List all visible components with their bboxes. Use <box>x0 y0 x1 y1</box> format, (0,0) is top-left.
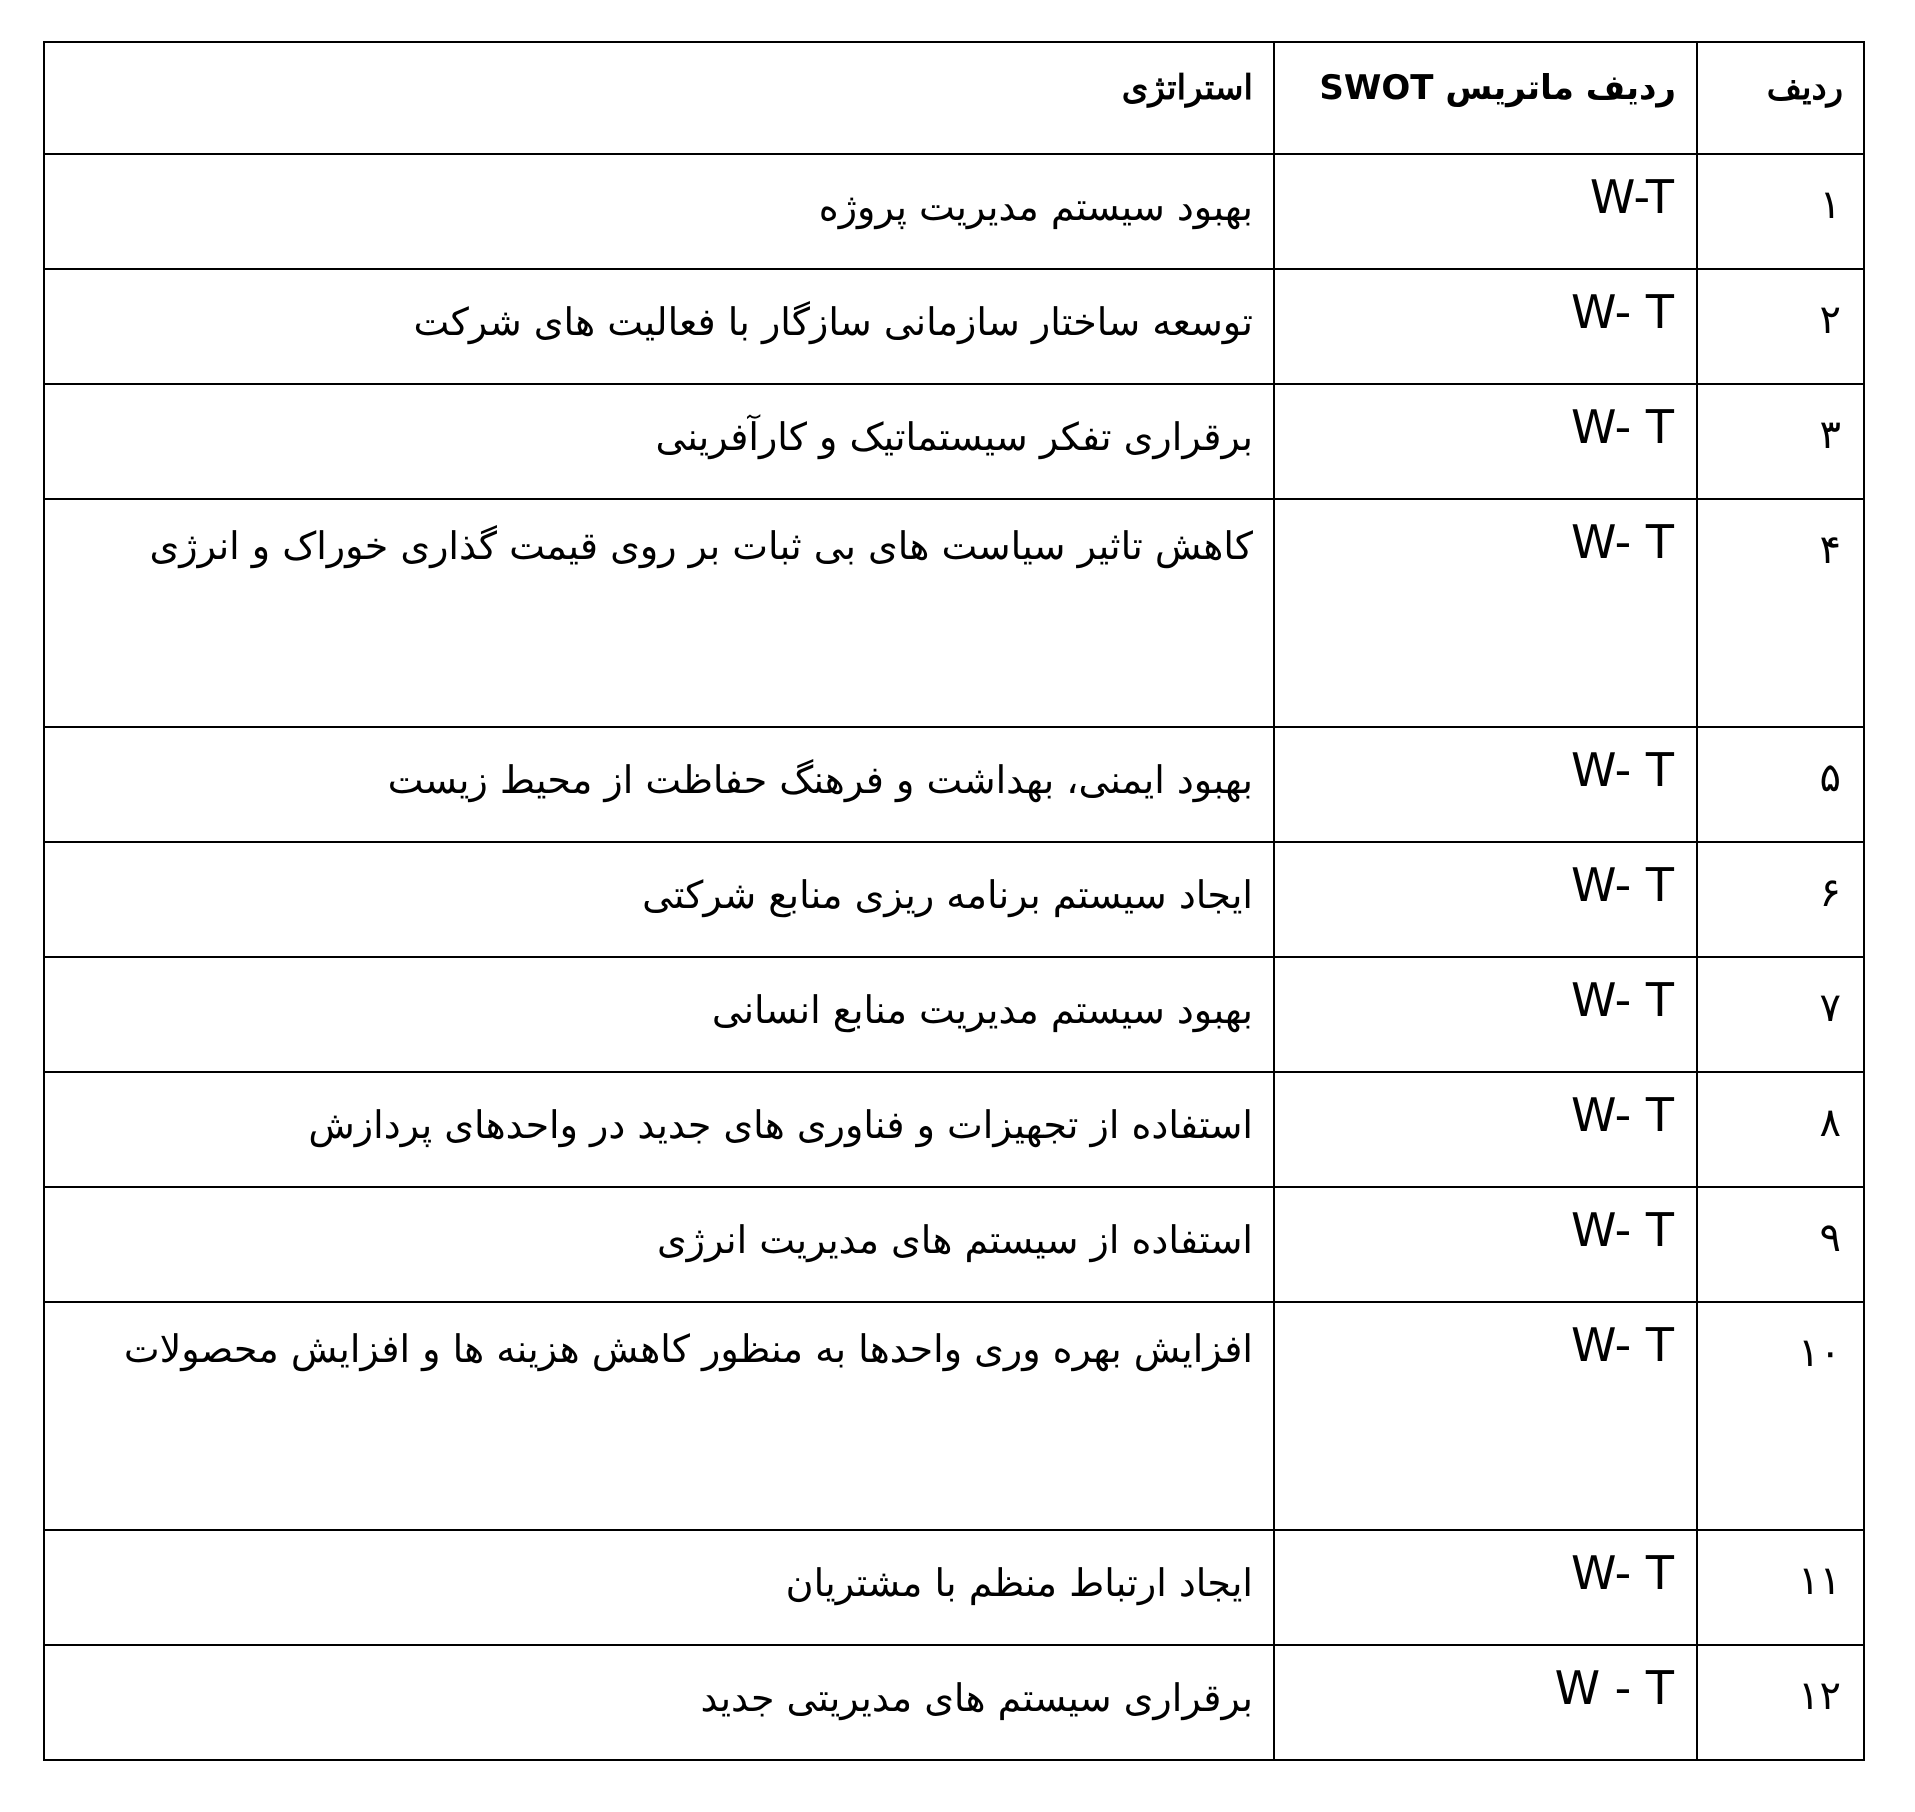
header-strategy <box>44 42 1274 154</box>
swot-code: W- T <box>1571 1203 1674 1257</box>
row-number: ۸ <box>1819 1100 1841 1146</box>
row-number-cell <box>1697 1645 1864 1760</box>
row-number: ۹ <box>1819 1215 1841 1261</box>
swot-strategy-table <box>43 41 1865 1761</box>
strategy-text: بهبود سیستم مدیریت پروژه <box>818 185 1253 229</box>
swot-code: W- T <box>1571 1546 1674 1600</box>
swot-cell <box>1274 1072 1697 1187</box>
row-number: ۱ <box>1819 182 1841 228</box>
swot-code: W- T <box>1571 400 1674 454</box>
row-number-cell <box>1697 1530 1864 1645</box>
strategy-text: کاهش تاثیر سیاست های بی ثبات بر روی قیمت گذاری خوراک و انرژی <box>149 524 1253 568</box>
swot-code: W- T <box>1571 285 1674 339</box>
row-number-cell <box>1697 1302 1864 1530</box>
strategy-text: توسعه ساختار سازمانی سازگار با فعالیت های شرکت <box>413 300 1253 344</box>
strategy-cell <box>44 957 1274 1072</box>
row-number-cell <box>1697 154 1864 269</box>
swot-cell <box>1274 154 1697 269</box>
row-number: ۱۰ <box>1798 1330 1841 1376</box>
row-number: ۲ <box>1819 297 1841 343</box>
strategy-cell <box>44 1072 1274 1187</box>
swot-cell <box>1274 269 1697 384</box>
row-number: ۳ <box>1819 412 1841 458</box>
strategy-text: ایجاد ارتباط منظم با مشتریان <box>785 1561 1253 1605</box>
row-number-cell <box>1697 842 1864 957</box>
strategy-cell <box>44 1302 1274 1530</box>
strategy-text: استفاده از سیستم های مدیریت انرژی <box>656 1218 1253 1262</box>
strategy-cell <box>44 154 1274 269</box>
strategy-text: افزایش بهره وری واحدها به منظور کاهش هزینه ها و افزایش محصولات <box>123 1327 1253 1371</box>
row-number-cell <box>1697 269 1864 384</box>
header-row-number-label: ردیف <box>1766 68 1843 108</box>
row-number-cell <box>1697 727 1864 842</box>
header-strategy-label: استراتژی <box>1121 68 1253 108</box>
row-number: ۵ <box>1819 755 1841 801</box>
swot-cell <box>1274 727 1697 842</box>
table-row <box>44 957 1864 1072</box>
swot-cell <box>1274 1530 1697 1645</box>
swot-code: W- T <box>1571 1088 1674 1142</box>
table-row <box>44 1072 1864 1187</box>
swot-code: W- T <box>1571 1318 1674 1372</box>
table-row <box>44 842 1864 957</box>
row-number: ۱۱ <box>1798 1558 1841 1604</box>
strategy-text: بهبود سیستم مدیریت منابع انسانی <box>711 988 1253 1032</box>
swot-code: W- T <box>1571 973 1674 1027</box>
table-row <box>44 1302 1864 1530</box>
swot-cell <box>1274 384 1697 499</box>
strategy-cell <box>44 269 1274 384</box>
table-row <box>44 499 1864 727</box>
header-swot-row-label: ردیف ماتریس SWOT <box>1319 68 1676 108</box>
swot-cell <box>1274 499 1697 727</box>
swot-cell <box>1274 957 1697 1072</box>
swot-code: W- T <box>1571 743 1674 797</box>
strategy-cell <box>44 842 1274 957</box>
table-row <box>44 269 1864 384</box>
table-row <box>44 1530 1864 1645</box>
strategy-cell <box>44 499 1274 727</box>
strategy-text: برقراری تفکر سیستماتیک و کارآفرینی <box>655 415 1253 459</box>
header-swot-row <box>1274 42 1697 154</box>
swot-code: W- T <box>1571 515 1674 569</box>
strategy-text: استفاده از تجهیزات و فناوری های جدید در واحدهای پردازش <box>308 1103 1253 1147</box>
swot-code: W - T <box>1554 1661 1674 1715</box>
row-number: ۷ <box>1819 985 1841 1031</box>
strategy-text: برقراری سیستم های مدیریتی جدید <box>700 1676 1253 1720</box>
header-row-number <box>1697 42 1864 154</box>
row-number-cell <box>1697 957 1864 1072</box>
swot-code: W-T <box>1589 170 1674 224</box>
swot-cell <box>1274 842 1697 957</box>
table-row <box>44 154 1864 269</box>
row-number-cell <box>1697 384 1864 499</box>
row-number-cell <box>1697 1072 1864 1187</box>
swot-cell <box>1274 1187 1697 1302</box>
row-number-cell <box>1697 1187 1864 1302</box>
strategy-text: ایجاد سیستم برنامه ریزی منابع شرکتی <box>642 873 1253 917</box>
strategy-cell <box>44 727 1274 842</box>
table-header-row <box>44 42 1864 154</box>
strategy-cell <box>44 1530 1274 1645</box>
table-row <box>44 1645 1864 1760</box>
swot-cell <box>1274 1302 1697 1530</box>
row-number-cell <box>1697 499 1864 727</box>
swot-code: W- T <box>1571 858 1674 912</box>
row-number: ۶ <box>1819 870 1841 916</box>
strategy-cell <box>44 1645 1274 1760</box>
strategy-text: بهبود ایمنی، بهداشت و فرهنگ حفاظت از محیط زیست <box>387 758 1253 802</box>
row-number: ۴ <box>1819 527 1841 573</box>
table-row <box>44 727 1864 842</box>
row-number: ۱۲ <box>1798 1673 1841 1719</box>
swot-cell <box>1274 1645 1697 1760</box>
